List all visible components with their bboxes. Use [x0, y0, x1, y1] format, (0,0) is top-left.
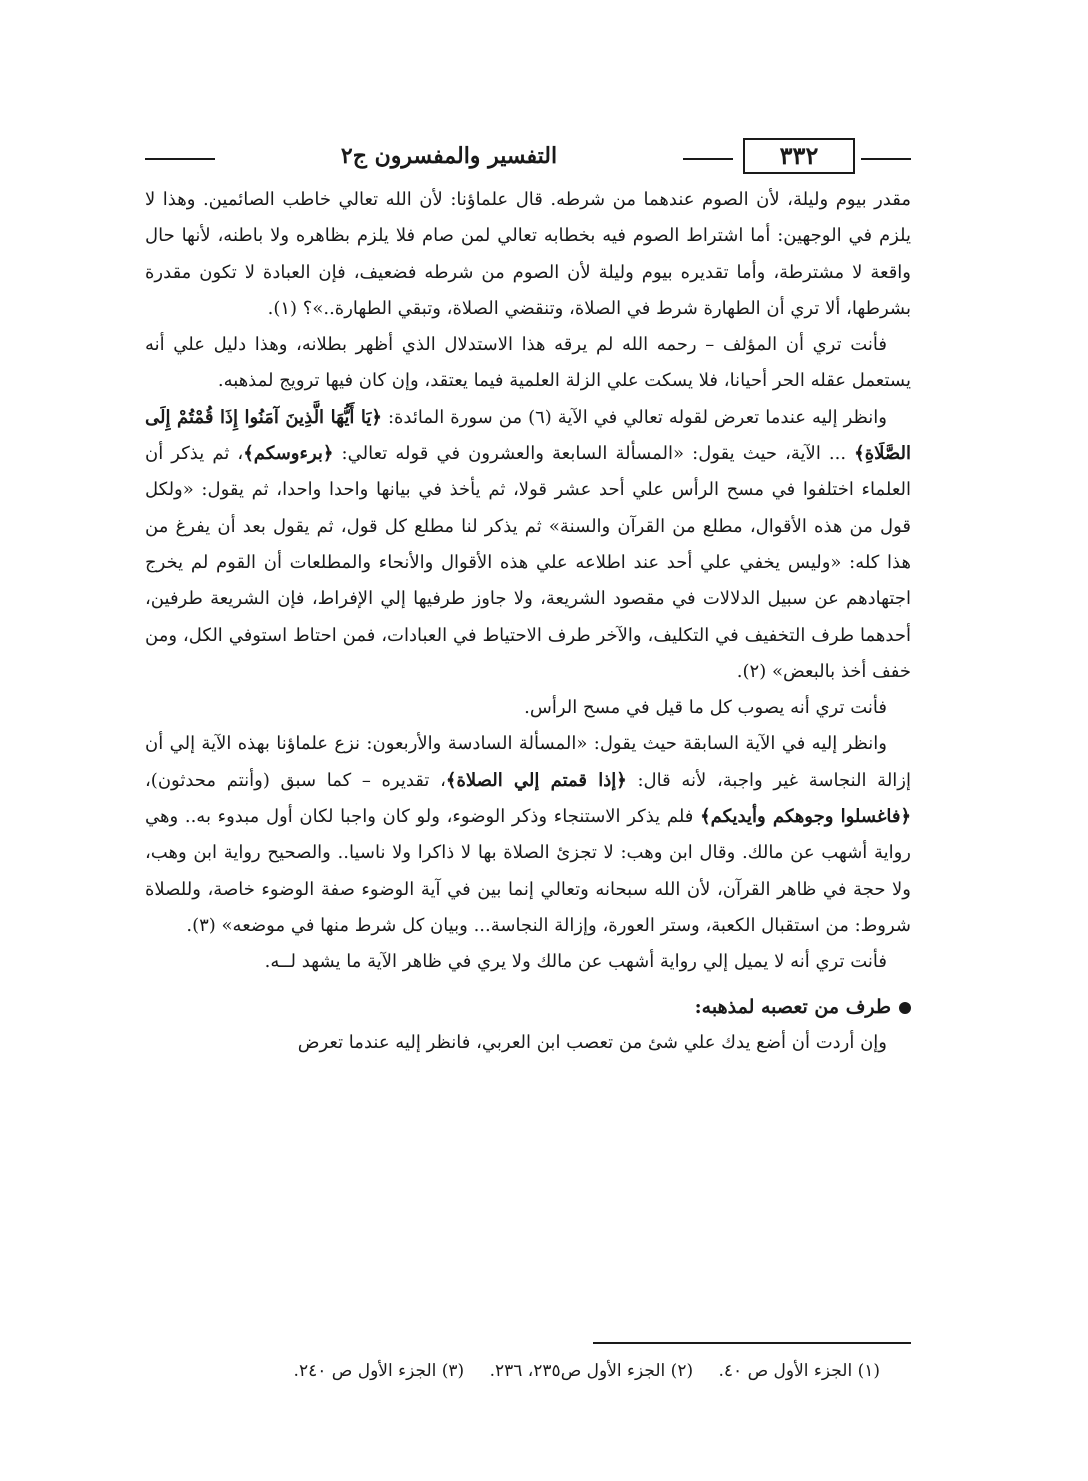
paragraph-5-part-c: فلم يذكر الاستنجاء وذكر الوضوء، ولو كان واجبا لكان أول مبدوء به.. وهي رواية أشهب عن مالك. وقال ابن وهب: لا تجزئ الصلاة بها لا ذاكرا ولا ناسيا.. والصحيح رواية ابن وهب، ولا حجة في ظاهر القرآن، لأن الله سبحانه وتعالي إنما بين في آية الوضوء صفة الوضوء خاصة، وللصلاة شروط: من استقبال الكعبة، وستر العورة، وإزالة النجاسة... وبيان كل شرط منها في موضعه» (٣).	[145, 806, 911, 936]
header-rule-left	[145, 158, 215, 160]
paragraph-6: فأنت تري أنه لا يميل إلي رواية أشهب عن مالك ولا يري في ظاهر الآية ما يشهد لــه.	[264, 951, 887, 973]
bullet-icon	[899, 1002, 911, 1014]
running-title: التفسير والمفسرون ج٢	[340, 143, 558, 169]
paragraph-5-part-a: وانظر إليه في الآية السابقة حيث يقول: «المسألة السادسة والأربعون: نزع علماؤنا بهذه الآية إلي أن إزالة النجاسة غير واجبة، لأنه قال:	[145, 733, 911, 791]
header-rule-middle	[683, 158, 733, 160]
paragraph-7: وإن أردت أن أضع يدك علي شئ من تعصب ابن العربي، فانظر إليه عندما تعرض	[297, 1031, 887, 1053]
paragraph-5-part-b: ، تقديره – كما سبق (وأنتم محدثون)،	[145, 769, 446, 791]
quran-verse: ﴿برءوسكم﴾	[243, 443, 334, 465]
paragraph-3-part-c: ، ثم يذكر أن العلماء اختلفوا في مسح الرأس علي أحد عشر قولا، ثم يأخذ في بيانها واحدا واحدا، ثم يقول: «ولكل قول من هذه الأقوال، مطلع من القرآن والسنة» ثم يذكر لنا مطلع كل قول، ثم يقول بعد أن يفرغ من هذا كله: «وليس يخفي علي أحد عند اطلاعه علي هذه الأقوال والأنحاء والمطلعات أن القوم لم يخرج اجتهادهم عن سبيل الدلالات في مقصود الشريعة، ولا جاوز طرفيها إلي الإفراط، فإن الشريعة طرفين، أحدهما طرف التخفيف في التكليف، والآخر طرف الاحتياط في العبادات، فمن احتاط استوفي الكل، ومن خفف أخذ بالبعض» (٢).	[145, 443, 911, 682]
footnote-2: (٢) الجزء الأول ص٢٣٥، ٢٣٦.	[489, 1361, 694, 1381]
paragraph-3-part-b: ... الآية، حيث يقول: «المسألة السابعة والعشرون في قوله تعالي:	[341, 443, 847, 465]
paragraph-3-part-a: وانظر إليه عندما تعرض لقوله تعالي في الآية (٦) من سورة المائدة:	[387, 406, 887, 428]
quran-verse: ﴿فاغسلوا وجوهكم وأيديكم﴾	[700, 806, 911, 828]
main-text	[145, 182, 911, 1061]
footnote-3: (٣) الجزء الأول ص ٢٤٠.	[293, 1361, 465, 1381]
footnote-1: (١) الجزء الأول ص ٤٠.	[718, 1361, 880, 1381]
paragraph-5	[145, 726, 911, 944]
page-number: ٣٣٢	[743, 138, 855, 174]
section-heading-text: طرف من تعصبه لمذهبه:	[694, 995, 891, 1018]
quran-verse: ﴿يَا أَيُّهَا الَّذِينَ آمَنُوا إِذَا قُمْتُمْ إِلَى الصَّلَاةِ﴾	[145, 406, 911, 465]
section-heading	[145, 989, 911, 1025]
header-rule-right	[861, 158, 911, 160]
running-header	[145, 136, 911, 178]
quran-verse: ﴿إذا قمتم إلي الصلاة﴾	[445, 769, 627, 791]
paragraph-1: مقدر بيوم وليلة، لأن الصوم عندهما من شرطه. قال علماؤنا: لأن الله تعالي خاطب الصائمين. وهذا لا يلزم في الوجهين: أما اشتراط الصوم فيه بخطابه تعالي لمن صام فلا يلزم بظاهره ولا باطنه، لأنها حال واقعة لا مشترطة، وأما تقديره بيوم وليلة لأن الصوم من شرطه فضعيف، فإن العبادة لا تكون مقدرة بشرطها، ألا تري أن الطهارة شرط في الصلاة، وتنقضي الصلاة، وتبقي الطهارة..»؟ (١).	[145, 189, 911, 319]
footnotes	[150, 1356, 880, 1386]
footnote-separator	[593, 1342, 911, 1344]
paragraph-3	[145, 400, 911, 690]
paragraph-2: فأنت تري أن المؤلف – رحمه الله لم يرقه هذا الاستدلال الذي أظهر بطلانه، وهذا دليل علي أنه يستعمل عقله الحر أحيانا، فلا يسكت علي الزلة العلمية فيما يعتقد، وإن كان فيها ترويج لمذهبه.	[145, 334, 911, 392]
paragraph-4: فأنت تري أنه يصوب كل ما قيل في مسح الرأس.	[524, 697, 887, 719]
